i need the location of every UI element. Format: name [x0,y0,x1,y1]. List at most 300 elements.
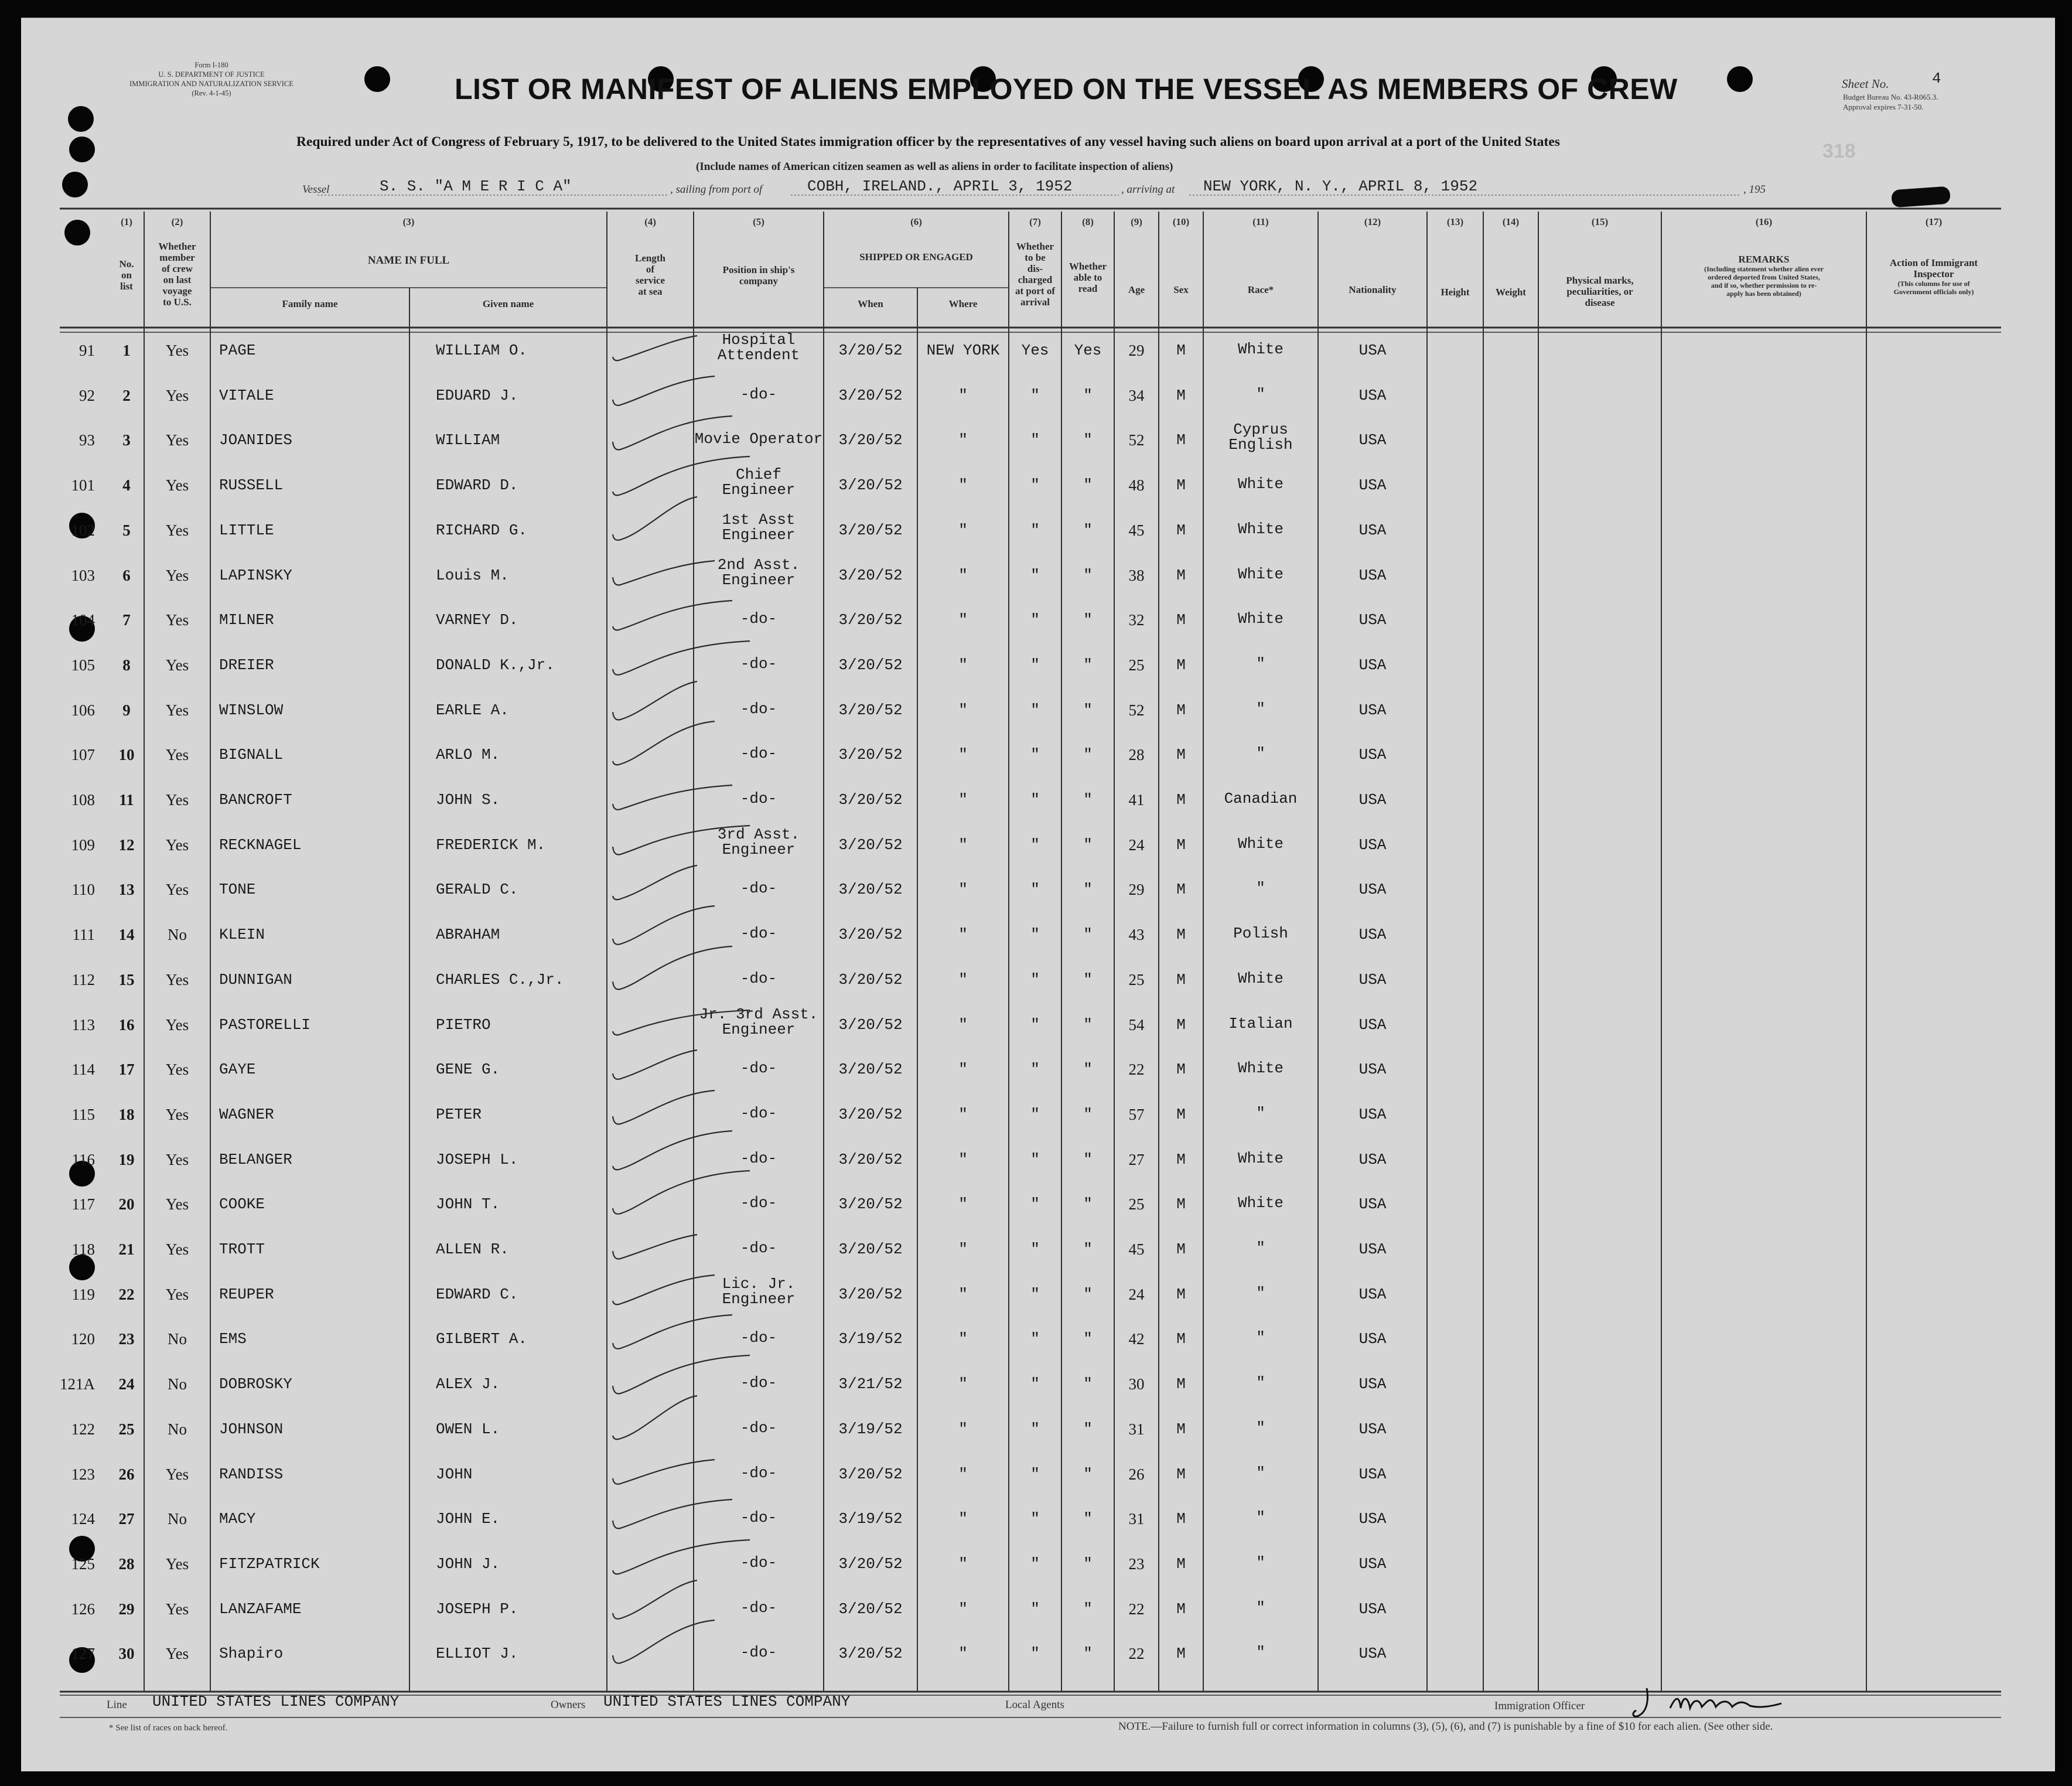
where-cell: " [958,1600,968,1618]
age-cell: 41 [1128,791,1145,809]
discharged-cell: " [1030,1600,1040,1618]
prev-cell: Yes [165,1061,189,1079]
age-cell: 32 [1128,611,1145,629]
family-cell: JOHNSON [219,1420,284,1438]
remarks-sub: apply has been obtained) [1726,289,1801,298]
no-cell: 24 [118,1375,135,1393]
sex-cell: M [1176,476,1186,495]
position-line: -do- [740,790,777,807]
no-cell: 26 [118,1465,135,1483]
margin-cell: 124 [71,1510,95,1528]
prev-cell: Yes [165,476,189,495]
age-cell: 38 [1128,566,1145,584]
col4-label: service [635,275,665,286]
age-cell: 23 [1128,1555,1145,1573]
race-line: English [1228,436,1293,454]
position-line: Chief [735,466,781,484]
where-cell: " [958,746,968,764]
discharged-cell: " [1030,1105,1040,1123]
read-cell: " [1083,1285,1093,1303]
family-cell: TROTT [219,1240,265,1258]
col5-header [694,264,824,287]
immigration-officer-label: Immigration Officer [1494,1700,1585,1712]
family-cell: DUNNIGAN [219,970,292,989]
race-line: Polish [1233,925,1288,943]
sex-cell: M [1176,791,1186,809]
given-cell: DONALD K.,Jr. [436,656,555,674]
race-cell [1203,1510,1318,1525]
form-number: Form I-180 [194,61,228,69]
position-line: -do- [740,1553,777,1572]
col7-header [1009,241,1061,308]
position-line: Engineer [722,526,796,544]
when-cell: 3/20/52 [838,1150,903,1168]
race-line: White [1237,340,1284,358]
prev-cell: No [168,1510,187,1528]
family-cell: BELANGER [219,1150,292,1168]
read-cell: " [1083,1240,1093,1258]
when-cell: 3/20/52 [838,1240,903,1258]
race-cell [1203,1061,1318,1076]
race-line: " [1256,1509,1265,1527]
where-cell: " [958,1510,968,1528]
nationality-cell: USA [1358,1465,1387,1483]
col7-label: arrival [1020,296,1050,308]
given-cell: ALEX J. [436,1375,500,1393]
race-line: Canadian [1224,790,1298,807]
when-cell: 3/21/52 [838,1375,903,1393]
sex-cell: M [1176,386,1186,404]
where-cell: " [958,521,968,539]
position-line: -do- [740,1644,777,1662]
family-cell: LAPINSKY [219,566,292,584]
race-line: " [1256,1464,1265,1482]
family-cell: DREIER [219,656,274,674]
where-cell: " [958,1330,968,1348]
where-cell: " [958,1555,968,1573]
age-cell: 57 [1128,1105,1145,1123]
no-cell: 17 [118,1061,135,1079]
read-cell: " [1083,476,1093,495]
race-line: White [1237,565,1284,583]
race-cell [1203,1286,1318,1301]
race-line: " [1256,880,1265,898]
race-line: " [1256,745,1265,763]
col2-header [144,241,210,308]
age-cell: 24 [1128,1285,1145,1303]
position-line: 2nd Asst. [717,555,800,574]
race-line: " [1256,385,1265,403]
race-line: Cyprus [1233,421,1288,439]
where-cell: " [958,1150,968,1168]
race-cell [1203,387,1318,402]
col8-label: able to [1073,272,1102,283]
service-tick-mark [609,1619,785,1672]
position-line: Engineer [722,840,796,858]
discharged-cell: " [1030,746,1040,764]
nationality-cell: USA [1358,701,1387,719]
race-line: " [1256,1374,1265,1392]
col17-sub: Government officials only) [1893,288,1974,296]
form-revision: (Rev. 4-1-45) [192,89,231,97]
nationality-cell: USA [1358,1375,1387,1393]
margin-cell: 113 [71,1015,95,1034]
col8-label: Whether [1069,261,1107,272]
position-line: -do- [740,880,777,898]
read-cell: " [1083,1330,1093,1348]
col2-label: to U.S. [163,296,192,308]
col4-label: Length [635,253,665,264]
col8-label: read [1078,283,1098,294]
sex-cell: M [1176,342,1186,359]
race-line: White [1237,475,1284,493]
race-line: " [1256,1239,1265,1257]
race-line: " [1256,1644,1265,1662]
nationality-cell: USA [1358,1645,1387,1663]
discharged-cell: " [1030,1015,1040,1034]
given-cell: GILBERT A. [436,1330,528,1348]
where-cell: " [958,926,968,944]
no-cell: 1 [122,342,131,359]
sex-cell: M [1176,1645,1186,1663]
margin-cell: 116 [71,1150,95,1168]
discharged-cell: " [1030,1645,1040,1663]
col2-label: member [159,252,195,263]
race-cell [1203,1420,1318,1436]
discharged-cell: " [1030,1555,1040,1573]
margin-cell: 126 [71,1600,95,1618]
read-cell: " [1083,881,1093,899]
position-line: 1st Asst [722,510,796,529]
col16-number: (16) [1755,216,1773,227]
given-cell: JOHN S. [436,791,500,809]
col4-header [607,253,694,297]
sex-cell: M [1176,836,1186,854]
read-cell: " [1083,746,1093,764]
race-cell [1203,701,1318,717]
given-cell: EDWARD D. [436,476,518,495]
family-cell: RECKNAGEL [219,836,302,854]
where-cell: " [958,386,968,404]
margin-cell: 112 [71,970,95,989]
col1-label: No. [119,258,134,270]
given-name-header: Given name [482,298,534,309]
given-cell: FREDERICK M. [436,836,546,854]
age-cell: 25 [1128,1195,1145,1214]
given-cell: ALLEN R. [436,1240,509,1258]
prev-cell: Yes [165,1015,189,1034]
col7-label: at port of [1015,285,1055,296]
margin-cell: 104 [71,611,95,629]
col8-header [1061,261,1114,294]
col1-header [109,258,144,292]
when-cell: 3/19/52 [838,1420,903,1438]
no-cell: 3 [122,431,131,449]
prev-cell: Yes [165,431,189,449]
no-cell: 19 [118,1150,135,1168]
where-cell: " [958,1285,968,1303]
age-cell: 30 [1128,1375,1145,1393]
manifest-sheet [21,18,2055,1771]
prev-cell: Yes [165,566,189,584]
vessel-name: S. S. "A M E R I C A" [380,178,572,195]
when-cell: 3/20/52 [838,1645,903,1663]
family-cell: BANCROFT [219,791,292,809]
height-header: Height [1440,287,1470,298]
sheet-no-label: Sheet No. [1842,77,1889,91]
no-cell: 15 [118,970,135,989]
discharged-cell: " [1030,836,1040,854]
col14-number: (14) [1502,216,1520,227]
family-name-header: Family name [282,298,338,309]
margin-cell: 91 [79,342,95,359]
given-cell: JOHN J. [436,1555,500,1573]
when-cell: 3/20/52 [838,656,903,674]
margin-cell: 122 [71,1420,95,1438]
no-cell: 10 [118,746,135,764]
position-line: -do- [740,1419,777,1437]
nationality-cell: USA [1358,1285,1387,1303]
arriving-label: , arriving at [1121,183,1175,196]
race-cell [1203,1330,1318,1345]
family-cell: GAYE [219,1061,256,1079]
position-line: -do- [740,655,777,673]
col2-label: voyage [162,285,192,296]
no-cell: 27 [118,1510,135,1528]
family-cell: COOKE [219,1195,265,1214]
age-cell: 22 [1128,1645,1145,1663]
discharged-cell: " [1030,1510,1040,1528]
position-line: -do- [740,925,777,943]
read-cell: " [1083,836,1093,854]
race-cell [1203,476,1318,492]
race-line: White [1237,1149,1284,1167]
no-cell: 13 [118,881,135,899]
include-note: (Include names of American citizen seamen as well as aliens in order to facilitate inspection of aliens) [696,161,1173,173]
when-cell: 3/20/52 [838,746,903,764]
col2-label: on last [163,274,192,285]
prev-cell: No [168,1420,187,1438]
discharged-cell: " [1030,1240,1040,1258]
when-cell: 3/20/52 [838,1015,903,1034]
race-cell [1203,1106,1318,1121]
race-cell [1203,881,1318,896]
weight-header: Weight [1496,287,1526,298]
race-cell [1203,926,1318,941]
position-line: -do- [740,1239,777,1257]
position-line: Engineer [722,1290,796,1308]
nationality-cell: USA [1358,1105,1387,1123]
position-line: -do- [740,1329,777,1347]
margin-cell: 92 [79,386,95,404]
family-cell: WAGNER [219,1105,274,1123]
shipped-or-engaged-header: SHIPPED OR ENGAGED [859,251,973,263]
discharged-cell: " [1030,926,1040,944]
race-line: White [1237,1059,1284,1078]
no-cell: 18 [118,1105,135,1123]
col7-label: to be [1025,252,1046,263]
when-cell: 3/20/52 [838,970,903,989]
position-line: -do- [740,1149,777,1167]
discharged-cell: " [1030,611,1040,629]
given-cell: JOHN E. [436,1510,500,1528]
given-cell: JOSEPH L. [436,1150,518,1168]
sex-header: Sex [1173,284,1189,295]
family-cell: BIGNALL [219,746,284,764]
given-cell: VARNEY D. [436,611,518,629]
when-cell: 3/20/52 [838,521,903,539]
discharged-cell: " [1030,1375,1040,1393]
prev-cell: Yes [165,1240,189,1258]
sex-cell: M [1176,1105,1186,1123]
where-cell: " [958,881,968,899]
when-cell: 3/20/52 [838,1465,903,1483]
nationality-header: Nationality [1349,284,1397,295]
family-cell: REUPER [219,1285,274,1303]
when-cell: 3/20/52 [838,566,903,584]
position-line: -do- [740,1509,777,1527]
discharged-cell: " [1030,970,1040,989]
line-label: Line [107,1699,127,1711]
when-cell: 3/20/52 [838,431,903,449]
sex-cell: M [1176,566,1186,584]
when-cell: 3/20/52 [838,1285,903,1303]
position-line: Attendent [717,346,800,364]
given-cell: RICHARD G. [436,521,528,539]
col15-header [1538,275,1661,308]
nationality-cell: USA [1358,476,1387,495]
no-cell: 21 [118,1240,135,1258]
when-cell: 3/20/52 [838,926,903,944]
no-cell: 8 [122,656,131,674]
where-cell: " [958,656,968,674]
no-cell: 23 [118,1330,135,1348]
required-under-act: Required under Act of Congress of February 5, 1917, to be delivered to the United States immigration officer by the representatives of any vessel having such aliens on board upon arrival at a port of the United States [296,134,1560,149]
sex-cell: M [1176,1510,1186,1528]
sex-cell: M [1176,926,1186,944]
read-cell: " [1083,1015,1093,1034]
when-cell: 3/20/52 [838,1555,903,1573]
age-cell: 22 [1128,1061,1145,1079]
race-line: " [1256,655,1265,673]
age-cell: 31 [1128,1420,1145,1438]
when-cell: 3/20/52 [838,611,903,629]
nationality-cell: USA [1358,1061,1387,1079]
age-cell: 29 [1128,342,1145,359]
discharged-cell: " [1030,701,1040,719]
read-cell: " [1083,1465,1093,1483]
sex-cell: M [1176,1330,1186,1348]
year-suffix: , 195 [1743,183,1766,196]
age-cell: 45 [1128,521,1145,539]
margin-cell: 105 [71,656,95,674]
sex-cell: M [1176,1150,1186,1168]
col11-number: (11) [1252,216,1269,227]
given-cell: CHARLES C.,Jr. [436,970,564,989]
where-cell: " [958,431,968,449]
sex-cell: M [1176,1420,1186,1438]
no-cell: 14 [118,926,135,944]
when-cell: 3/20/52 [838,836,903,854]
vessel-label: Vessel [302,183,330,196]
read-cell: " [1083,1645,1093,1663]
position-line: -do- [740,1374,777,1392]
col5-number: (5) [753,216,764,227]
position-line: Jr. 3rd Asst. [699,1005,818,1023]
discharged-cell: " [1030,1465,1040,1483]
margin-cell: 125 [71,1555,95,1573]
when-cell: 3/20/52 [838,476,903,495]
race-cell [1203,1240,1318,1256]
name-in-full-header: NAME IN FULL [367,254,450,267]
nationality-cell: USA [1358,342,1387,359]
sex-cell: M [1176,1015,1186,1034]
col7-label: charged [1018,274,1053,285]
sex-cell: M [1176,1285,1186,1303]
given-cell: ARLO M. [436,746,500,764]
sex-cell: M [1176,1195,1186,1214]
given-cell: ABRAHAM [436,926,500,944]
col15-label: disease [1585,297,1615,308]
given-cell: EDUARD J. [436,386,518,404]
given-cell: ELLIOT J. [436,1645,518,1663]
owners-value: UNITED STATES LINES COMPANY [603,1693,851,1710]
family-cell: LANZAFAME [219,1600,302,1618]
family-cell: VITALE [219,386,274,404]
position-line: -do- [740,610,777,628]
where-cell: " [958,1645,968,1663]
nationality-cell: USA [1358,746,1387,764]
age-cell: 48 [1128,476,1145,495]
no-cell: 7 [122,611,131,629]
race-cell [1203,1645,1318,1660]
race-line: " [1256,1284,1265,1302]
read-cell: " [1083,1600,1093,1618]
family-cell: WINSLOW [219,701,284,719]
read-cell: " [1083,431,1093,449]
where-cell: " [958,970,968,989]
family-cell: Shapiro [219,1645,284,1663]
remarks-sub: (Including statement whether alien ever [1704,265,1824,273]
discharged-cell: " [1030,1195,1040,1214]
position-line: -do- [740,1104,777,1122]
nationality-cell: USA [1358,926,1387,944]
given-cell: JOHN [436,1465,473,1483]
given-cell: OWEN L. [436,1420,500,1438]
discharged-cell: " [1030,476,1040,495]
remarks-sub: and if so, whether permission to re- [1711,281,1817,289]
margin-cell: 127 [71,1645,95,1663]
col17-label: Action of Immigrant [1889,257,1978,268]
discharged-cell: " [1030,656,1040,674]
given-cell: EARLE A. [436,701,509,719]
read-cell: " [1083,1150,1093,1168]
no-cell: 29 [118,1600,135,1618]
prev-cell: Yes [165,881,189,899]
nationality-cell: USA [1358,566,1387,584]
margin-cell: 119 [71,1285,95,1303]
race-line: " [1256,1598,1265,1617]
discharged-cell: " [1030,881,1040,899]
race-line: Italian [1228,1014,1293,1032]
prev-cell: Yes [165,656,189,674]
col1-number: (1) [121,216,132,227]
read-cell: " [1083,970,1093,989]
age-cell: 24 [1128,836,1145,854]
where-cell: " [958,836,968,854]
col17-sub: (This columns for use of [1897,280,1970,288]
prev-cell: Yes [165,1555,189,1573]
